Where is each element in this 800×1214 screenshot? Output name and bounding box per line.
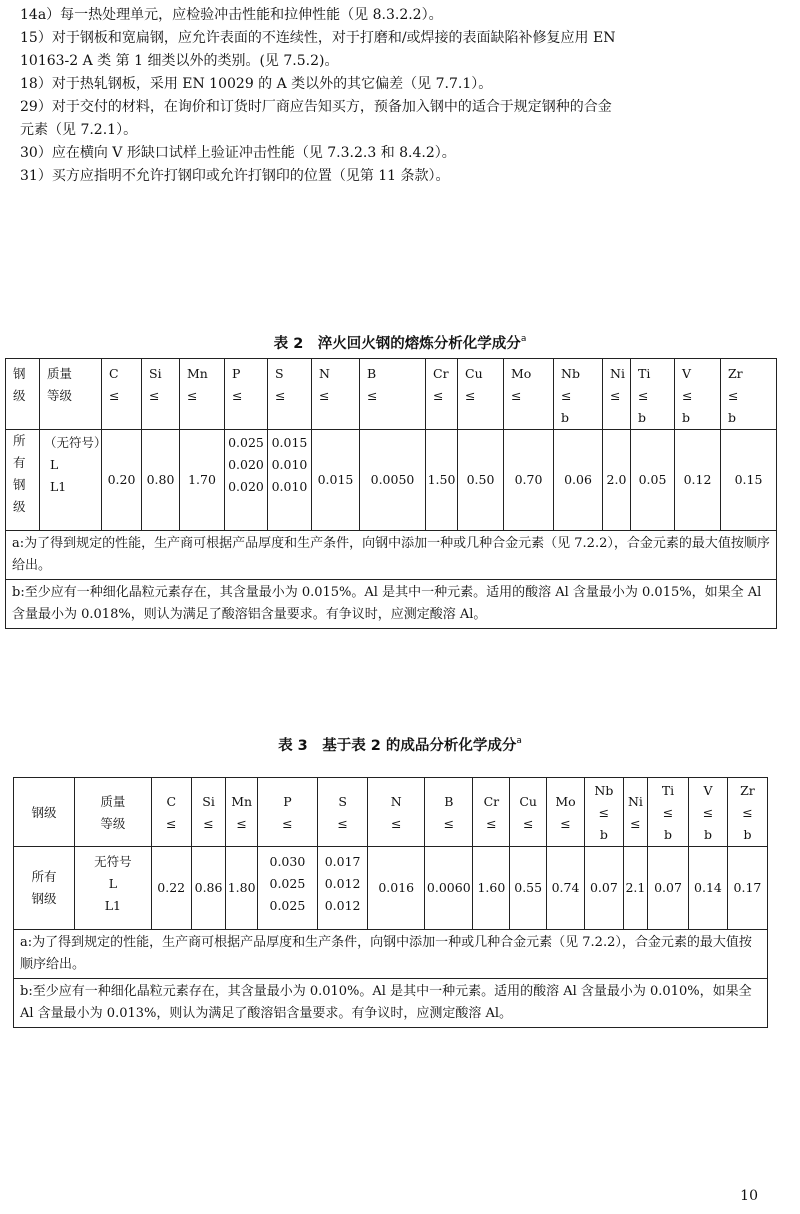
clause-list [20,4,780,188]
table2-header-cu: Cu ≤ [458,359,504,430]
table3-header-si: Si ≤ [191,778,226,847]
table3-header-s: S ≤ [317,778,367,847]
table3-header-ti: Ti ≤ b [648,778,689,847]
table2-header-mo: Mo ≤ [504,359,554,430]
table2-title: 表 2 淬火回火钢的熔炼分析化学成分 [273,336,521,352]
table3-b: 0.0060 [425,847,473,930]
table2-cu: 0.50 [458,430,504,531]
table2-header-nb: Nb ≤ b [554,359,603,430]
clause-15: 15）对于钢板和宽扁钢，应允许表面的不连续性，对于打磨和/或焊接的表面缺陷补修复应用 EN [20,30,616,46]
table3-note-a: a:为了得到规定的性能，生产商可根据产品厚度和生产条件，向钢中添加一种或几种合金元素（见 7.2.2），合金元素的最大值按顺序给出。 [14,930,768,979]
table2-ti: 0.05 [631,430,675,531]
table2-data-row [6,430,777,531]
clause-14a: 14a）每一热处理单元，应检验冲击性能和拉伸性能（见 8.3.2.2）。 [20,7,443,23]
table3-cr: 1.60 [473,847,510,930]
table2-header-p: P ≤ [225,359,268,430]
table2-v: 0.12 [675,430,721,531]
table3-v: 0.14 [689,847,728,930]
table3-header-zr: Zr ≤ b [727,778,767,847]
table2-note-b-row [6,580,777,629]
table3-si: 0.86 [191,847,226,930]
table2-header-b: B ≤ [360,359,426,430]
table2-c: 0.20 [102,430,142,531]
table3-note-b: b:至少应有一种细化晶粒元素存在，其含量最小为 0.010%。Al 是其中一种元素。适用的酸溶 Al 含量最小为 0.010%，如果全 Al 含量最小为 0.013%，则认为满足了酸溶铝含量要求。有争议时，应测定酸溶 Al。 [14,979,768,1028]
table2-header-n: N ≤ [312,359,360,430]
table2-n: 0.015 [312,430,360,531]
clause-15-cont: 10163-2 A 类 第 1 细类以外的类别。(见 7.5.2)。 [20,53,339,69]
table3-zr: 0.17 [727,847,767,930]
table2-header-mn: Mn ≤ [180,359,225,430]
table2-header-s: S ≤ [268,359,312,430]
table2-header-grade: 钢 级 [6,359,40,430]
table2-cr: 1.50 [426,430,458,531]
table3-mo: 0.74 [547,847,585,930]
table3-header-row [14,778,768,847]
table3-ni: 2.1 [623,847,647,930]
table3-header-nb: Nb ≤ b [584,778,623,847]
table3-header-mn: Mn ≤ [226,778,258,847]
table2-caption [0,332,800,353]
table3-title-sup: a [516,736,522,746]
table2-header-si: Si ≤ [142,359,180,430]
table3-header-cu: Cu ≤ [510,778,547,847]
table3-p: 0.030 0.025 0.025 [257,847,317,930]
table2-mn: 1.70 [180,430,225,531]
table2-note-a: a:为了得到规定的性能，生产商可根据产品厚度和生产条件，向钢中添加一种或几种合金元素（见 7.2.2），合金元素的最大值按顺序给出。 [6,531,777,580]
table2-header-cr: Cr ≤ [426,359,458,430]
table3-c: 0.22 [151,847,191,930]
table2-ni: 2.0 [603,430,631,531]
clause-29: 29）对于交付的材料，在询价和订货时厂商应告知买方，预备加入钢中的适合于规定钢种的合金 [20,99,612,115]
table3-caption [0,734,800,755]
table3-s: 0.017 0.012 0.012 [317,847,367,930]
table3-header-c: C ≤ [151,778,191,847]
table2-header-ti: Ti ≤ b [631,359,675,430]
table2-s: 0.015 0.010 0.010 [268,430,312,531]
clause-30: 30）应在横向 V 形缺口试样上验证冲击性能（见 7.3.2.3 和 8.4.2）。 [20,145,456,161]
table3-header-mo: Mo ≤ [547,778,585,847]
table2-si: 0.80 [142,430,180,531]
table3-note-a-row [14,930,768,979]
table2-zr: 0.15 [721,430,777,531]
clause-31: 31）买方应指明不允许打钢印或允许打钢印的位置（见第 11 条款）。 [20,168,450,184]
clause-29-cont: 元素（见 7.2.1）。 [20,122,138,138]
table2-nb: 0.06 [554,430,603,531]
table2-note-b: b:至少应有一种细化晶粒元素存在，其含量最小为 0.015%。Al 是其中一种元素。适用的酸溶 Al 含量最小为 0.015%，如果全 Al 含量最小为 0.018%，则认为满足了酸溶铝含量要求。有争议时，应测定酸溶 Al。 [6,580,777,629]
table2-b: 0.0050 [360,430,426,531]
table2-title-sup: a [520,334,527,344]
table2-header-ni: Ni ≤ [603,359,631,430]
table3-mn: 1.80 [226,847,258,930]
table3-n: 0.016 [368,847,425,930]
table3-cu: 0.55 [510,847,547,930]
table3-header-cr: Cr ≤ [473,778,510,847]
table3-header-p: P ≤ [257,778,317,847]
table2 [5,358,777,629]
table3-header-n: N ≤ [368,778,425,847]
table3-header-b: B ≤ [425,778,473,847]
table3-ti: 0.07 [648,847,689,930]
table3-header-ni: Ni ≤ [623,778,647,847]
table2-grade: 所 有 钢 级 [6,430,40,531]
table2-header-zr: Zr ≤ b [721,359,777,430]
table3-note-b-row [14,979,768,1028]
table3-header-quality: 质量 等级 [74,778,151,847]
table3-nb: 0.07 [584,847,623,930]
table3-header-grade: 钢级 [14,778,75,847]
table3-title: 表 3 基于表 2 的成品分析化学成分 [278,738,517,754]
table2-quality: （无符号） L L1 [40,430,102,531]
table3-header-v: V ≤ b [689,778,728,847]
table2-note-a-row [6,531,777,580]
table3-data-row [14,847,768,930]
table2-header-v: V ≤ b [675,359,721,430]
page-number: 10 [740,1188,758,1204]
table2-header-row [6,359,777,430]
table2-header-quality: 质量 等级 [40,359,102,430]
table2-header-c: C ≤ [102,359,142,430]
table2-p: 0.025 0.020 0.020 [225,430,268,531]
clause-18: 18）对于热轧钢板，采用 EN 10029 的 A 类以外的其它偏差（见 7.7.1）。 [20,76,493,92]
table3-grade: 所有 钢级 [14,847,75,930]
table2-mo: 0.70 [504,430,554,531]
table3-quality: 无符号 L L1 [74,847,151,930]
table3 [13,777,768,1028]
